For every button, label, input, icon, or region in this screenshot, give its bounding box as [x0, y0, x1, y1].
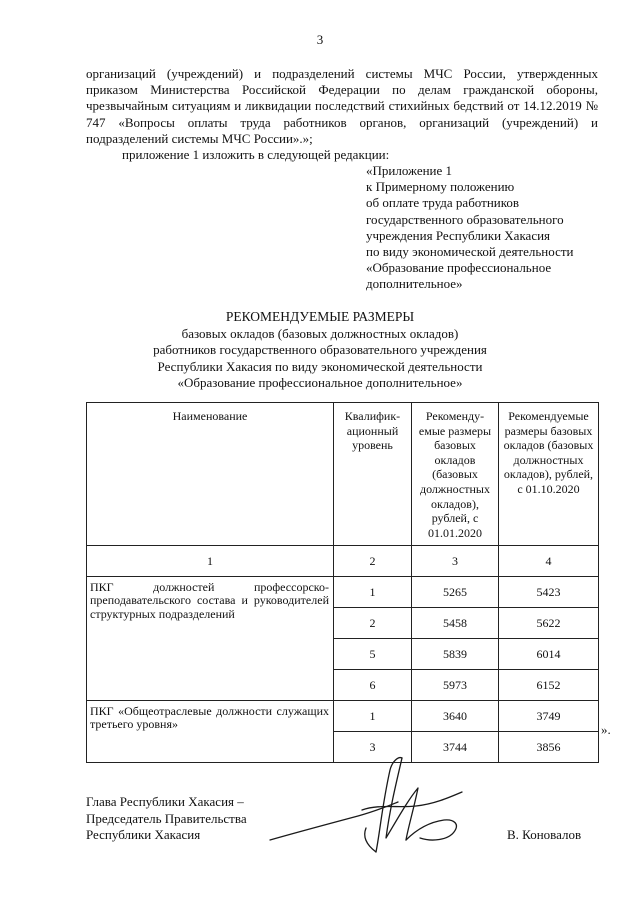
table-row	[87, 577, 599, 608]
column-number: 1	[87, 546, 334, 577]
signature-stroke	[406, 820, 456, 840]
column-number: 2	[334, 546, 412, 577]
rate-2020-10-cell: 3749	[499, 701, 599, 732]
header-rate-2020-10: Рекомендуемые размеры базовых окладов (базовых должностных окладов), рублей, с 01.10.2020	[499, 403, 599, 546]
appendix-line: к Примерному положению	[366, 179, 515, 195]
intro-paragraph: организаций (учреждений) и подразделений системы МЧС России, утвержденных приказом Министерства Российской Федерации по делам гражданской обороны, чрезвычайным ситуациям и ликвидации последствий стихийных бедствий от 14.12.2019 № 747 «Вопросы оплаты труда работников органов, организаций (учреждений) и подразделений системы МЧС России».»;	[86, 66, 598, 146]
closing-quote-mark: ».	[601, 722, 611, 737]
appendix-reference	[366, 163, 573, 293]
rate-2020-01-cell: 5458	[412, 608, 499, 639]
rate-2020-01-cell: 5265	[412, 577, 499, 608]
signature-block	[86, 794, 247, 844]
rate-2020-10-cell: 3856	[499, 732, 599, 763]
column-number-row	[87, 546, 599, 577]
rate-2020-10-cell: 6014	[499, 639, 599, 670]
appendix-line: учреждения Республики Хакасия	[366, 227, 551, 243]
column-number: 3	[412, 546, 499, 577]
signature-stroke	[365, 828, 376, 852]
subtitle-line: «Образование профессиональное дополнительное»	[177, 374, 463, 390]
appendix-line: дополнительное»	[366, 276, 463, 292]
page-number: 3	[316, 32, 324, 47]
column-number: 4	[499, 546, 599, 577]
subtitle-line: базовых окладов (базовых должностных окладов)	[181, 326, 459, 341]
rate-2020-01-cell: 3640	[412, 701, 499, 732]
appendix-line: по виду экономической деятельности	[366, 244, 574, 260]
appendix-line: «Приложение 1	[366, 163, 453, 178]
level-cell: 1	[334, 701, 412, 732]
signature-stroke	[362, 792, 462, 810]
header-name: Наименование	[87, 403, 334, 546]
header-level: Квалифик-ационный уровень	[334, 403, 412, 546]
handwritten-signature	[258, 748, 498, 858]
document-title: РЕКОМЕНДУЕМЫЕ РАЗМЕРЫ	[225, 309, 415, 324]
group-name-cell: ПКГ «Общеотраслевые должности служащих третьего уровня»	[87, 701, 334, 763]
table-row	[87, 701, 599, 732]
signatory-title-line: Председатель Правительства	[86, 810, 247, 826]
level-cell: 3	[334, 732, 412, 763]
level-cell: 1	[334, 577, 412, 608]
intro-indented-line: приложение 1 изложить в следующей редакции:	[122, 147, 390, 162]
rate-2020-01-cell: 3744	[412, 732, 499, 763]
appendix-line: об оплате труда работников	[366, 195, 520, 211]
subtitle-line: работников государственного образовательного учреждения	[153, 342, 487, 358]
group-name-cell: ПКГ должностей профессорско-преподавательского состава и руководителей структурных подразделений	[87, 577, 334, 701]
signatory-title-line: Глава Республики Хакасия –	[86, 794, 244, 809]
document-subtitle	[0, 326, 640, 391]
table-header-row	[87, 403, 599, 546]
rate-2020-10-cell: 5622	[499, 608, 599, 639]
signatory-name: В. Коновалов	[507, 827, 582, 842]
signatory-title-line: Республики Хакасия	[86, 827, 201, 842]
rate-2020-01-cell: 5839	[412, 639, 499, 670]
appendix-line: государственного образовательного	[366, 211, 564, 227]
signature-stroke	[376, 758, 402, 852]
rate-2020-01-cell: 5973	[412, 670, 499, 701]
rate-2020-10-cell: 6152	[499, 670, 599, 701]
rate-2020-10-cell: 5423	[499, 577, 599, 608]
appendix-line: «Образование профессиональное	[366, 260, 552, 276]
header-rate-2020-01: Рекоменду-емые размеры базовых окладов (базовых должностных окладов), рублей, с 01.01.2020	[412, 403, 499, 546]
level-cell: 6	[334, 670, 412, 701]
signature-stroke	[386, 758, 418, 840]
level-cell: 5	[334, 639, 412, 670]
level-cell: 2	[334, 608, 412, 639]
subtitle-line: Республики Хакасия по виду экономической деятельности	[157, 358, 483, 374]
salary-rates-table	[86, 402, 599, 763]
